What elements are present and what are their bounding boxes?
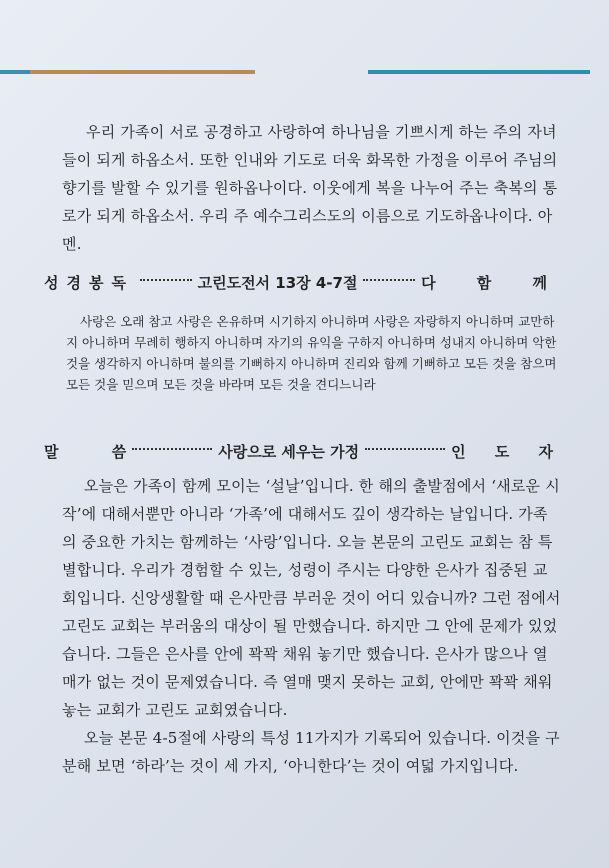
scripture-reader: 다 함 께 — [421, 274, 565, 292]
scripture-text: 사랑은 오래 참고 사랑은 온유하며 시기하지 아니하며 사랑은 자랑하지 아니하며 교만하지 아니하며 무례히 행하지 아니하며 자기의 유익을 구하지 아니하며 성내지 아니하며 악한 것을 생각하지 아니하며 불의를 기뻐하지 아니하며 진리와 함께 기뻐하고 모든 것을 참으며 모든 것을 믿으며 모든 것을 바라며 모든 것을 견디느니라 — [66, 314, 557, 392]
sermon-label: 말 씀 — [44, 443, 127, 461]
sermon-paragraph: 오늘 본문 4-5절에 사랑의 특성 11가지가 기록되어 있습니다. 이것을 구분해 보면 ‘하라’는 것이 세 가지, ‘아니한다’는 것이 여덟 가지입니다. — [62, 729, 560, 775]
sermon-leader: 인 도 자 — [451, 443, 566, 461]
sermon-body — [62, 472, 562, 780]
sermon-title: 사랑으로 세우는 가정 — [218, 443, 360, 461]
scripture-reading-heading — [44, 272, 565, 293]
leader-dots — [363, 279, 415, 281]
leader-dots — [140, 279, 192, 281]
sermon-heading — [44, 441, 565, 462]
top-decorative-line-right — [368, 70, 590, 74]
prayer-paragraph: 우리 가족이 서로 공경하고 사랑하여 하나님을 기쁘시게 하는 주의 자녀들이 되게 하옵소서. 또한 인내와 기도로 더욱 화목한 가정을 이루어 주님의 향기를 발할 수 있기를 원하옵나이다. 이웃에게 복을 나누어 주는 축복의 통로가 되게 하옵소서. 우리 주 예수그리스도의 이름으로 기도하옵나이다. 아멘. — [62, 123, 558, 253]
scripture-reading-label: 성경봉독 — [44, 274, 134, 292]
leader-dots — [365, 448, 445, 450]
sermon-paragraph: 오늘은 가족이 함께 모이는 ‘설날’입니다. 한 해의 출발점에서 ‘새로운 시작’에 대해서뿐만 아니라 ‘가족’에 대해서도 깊이 생각하는 날입니다. 가족의 중요한 가치는 함께하는 ‘사랑’입니다. 오늘 본문의 고린도 교회는 참 특별합니다. 우리가 경험할 수 있는, 성령이 주시는 다양한 은사가 집중된 교회입니다. 신앙생활할 때 은사만큼 부러운 것이 어디 있습니까? 그런 점에서 고린도 교회는 부러움의 대상이 될 만했습니다. 하지만 그 안에 문제가 있었습니다. 그들은 은사를 안에 꽉꽉 채워 놓기만 했습니다. 은사가 많으나 열매가 없는 것이 문제였습니다. 즉 열매 맺지 못하는 교회, 안에만 꽉꽉 채워 놓는 교회가 고린도 교회였습니다. — [62, 477, 561, 719]
scripture-reference: 고린도전서 13장 4-7절 — [197, 274, 358, 292]
top-decorative-line-left — [0, 70, 255, 74]
leader-dots — [132, 448, 212, 450]
